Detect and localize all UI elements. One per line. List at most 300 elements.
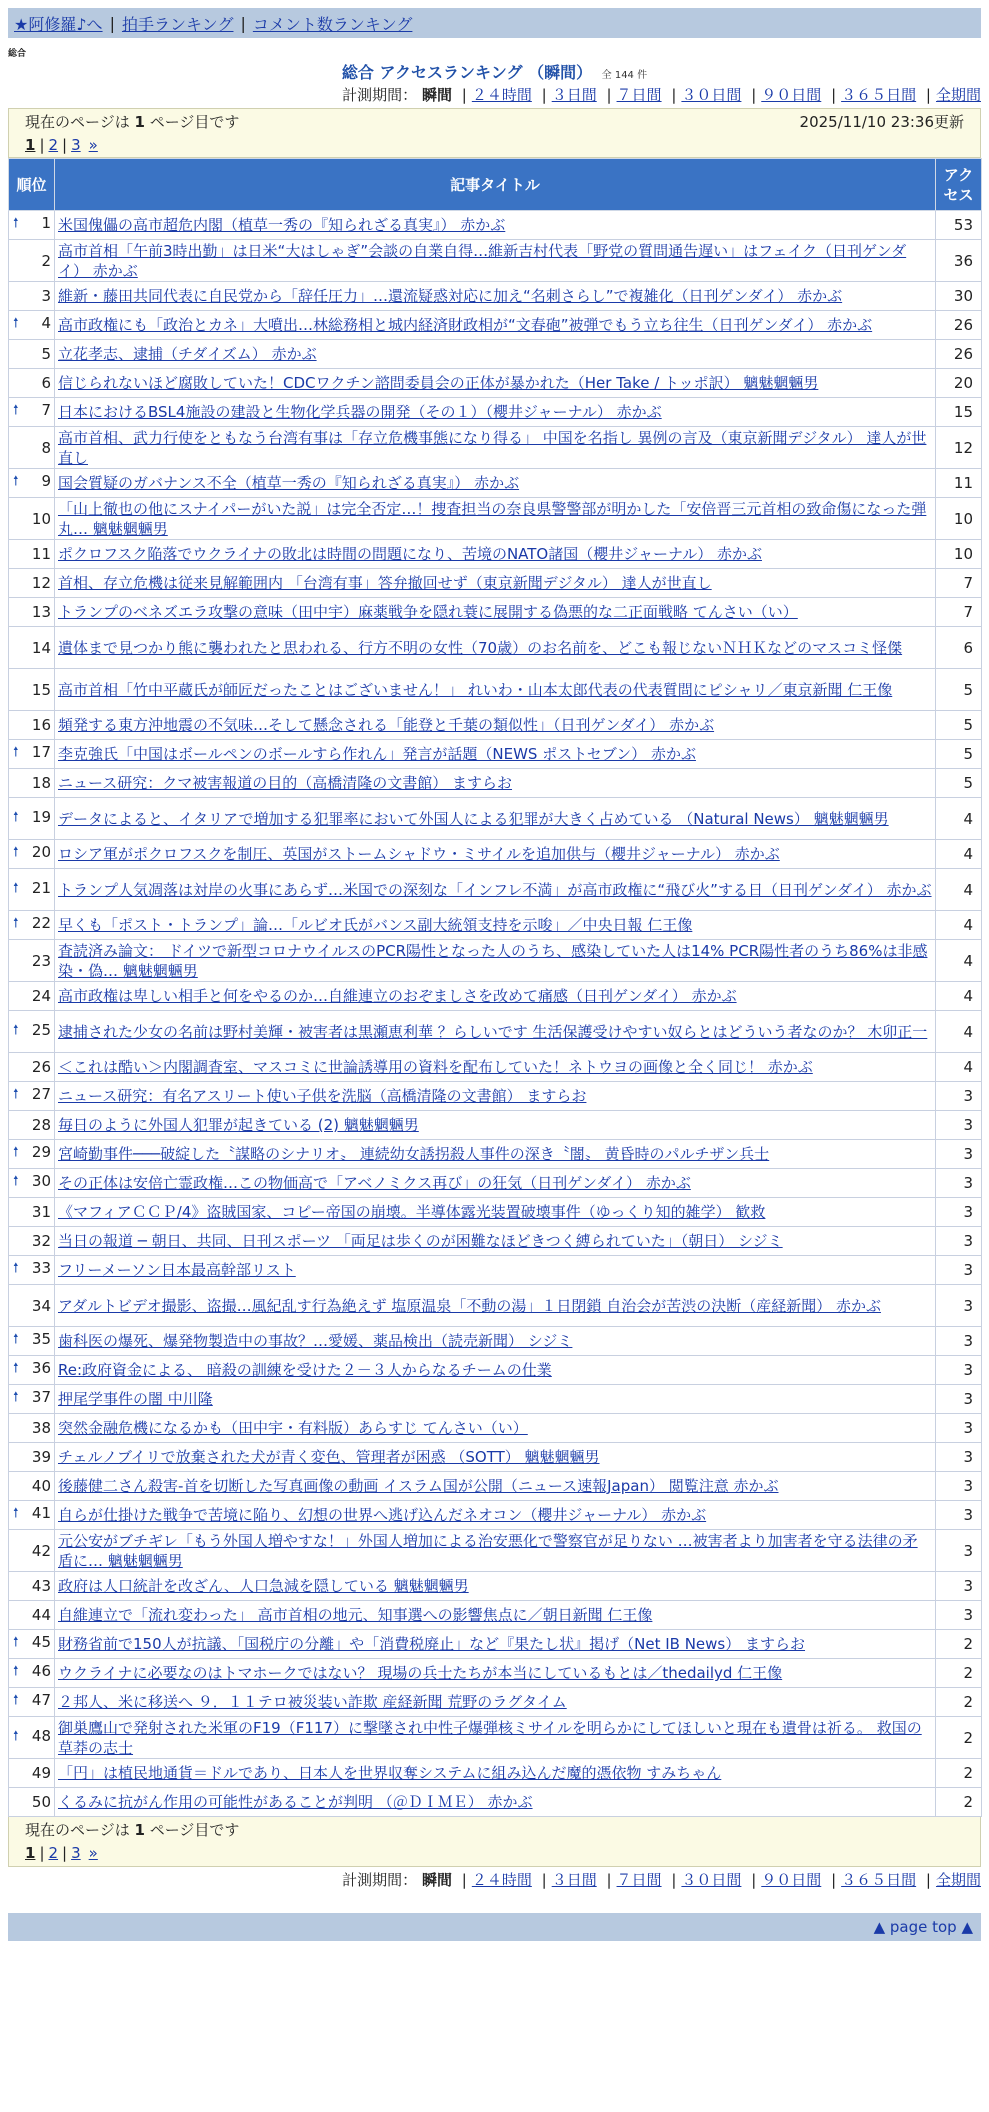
page-link-2-bottom[interactable]: 2 bbox=[48, 1844, 59, 1862]
title-cell bbox=[55, 1011, 936, 1053]
article-title-link[interactable]: その正体は安倍亡霊政権…この物価高で「アベノミクス再び」の狂気（日刊ゲンダイ） 赤かぶ bbox=[58, 1174, 691, 1192]
rank-number: 41 bbox=[31, 1504, 51, 1522]
rank-cell bbox=[9, 311, 55, 340]
period-selector-bottom: 計測期間： 瞬間 | ２４時間 | ３日間 | ７日間 | ３０日間 | ９０日間 | ３６５日間 | 全期間 bbox=[342, 1871, 981, 1889]
table-row bbox=[9, 398, 982, 427]
article-title-link[interactable]: 財務省前で150人が抗議、「国税庁の分離」や「消費税廃止」など『果たし状』掲げ（Net IB News） ますらお bbox=[58, 1635, 806, 1653]
access-count: 3 bbox=[936, 1227, 982, 1256]
table-row bbox=[9, 911, 982, 940]
article-title-link[interactable]: 高市政権にも「政治とカネ」大噴出…林総務相と城内経済財政相が“文春砲”被弾でもう立ち往生（日刊ゲンダイ） 赤かぶ bbox=[58, 316, 873, 334]
article-title-link[interactable]: 自維連立で「流れ変わった」 高市首相の地元、知事選への影響焦点に／朝日新聞 仁王像 bbox=[58, 1606, 653, 1624]
title-cell bbox=[55, 1111, 936, 1140]
period-link-24h[interactable]: ２４時間 bbox=[471, 86, 532, 104]
table-row bbox=[9, 1169, 982, 1198]
rank-up-arrow-icon: 🠕 bbox=[13, 1087, 19, 1102]
title-cell bbox=[55, 627, 936, 669]
title-cell bbox=[55, 498, 936, 540]
period-link-7d[interactable]: ７日間 bbox=[616, 86, 662, 104]
period-link-24h-bottom[interactable]: ２４時間 bbox=[471, 1871, 532, 1889]
title-cell bbox=[55, 398, 936, 427]
rank-number: 37 bbox=[31, 1388, 51, 1406]
article-title-link[interactable]: 高市政権は卑しい相手と何をやるのか…自維連立のおぞましさを改めて痛感（日刊ゲンダイ） 赤かぶ bbox=[58, 987, 737, 1005]
table-row bbox=[9, 1285, 982, 1327]
access-count: 5 bbox=[936, 669, 982, 711]
access-count: 4 bbox=[936, 1053, 982, 1082]
article-title-link[interactable]: データによると、イタリアで増加する犯罪率において外国人による犯罪が大きく占めている （Natural News） 魑魅魍魎男 bbox=[58, 809, 889, 828]
rank-cell bbox=[9, 340, 55, 369]
article-title-link[interactable]: 歯科医の爆死、爆発物製造中の事故？…愛媛、薬品検出（読売新聞） シジミ bbox=[58, 1332, 573, 1350]
rank-up-arrow-icon: 🠕 bbox=[13, 1693, 19, 1708]
access-count: 5 bbox=[936, 769, 982, 798]
period-link-7d-bottom[interactable]: ７日間 bbox=[616, 1871, 662, 1889]
title-cell bbox=[55, 1256, 936, 1285]
rank-cell bbox=[9, 982, 55, 1011]
article-title-link[interactable]: 早くも「ポスト・トランプ」論…「ルビオ氏がバンス副大統領支持を示唆」／中央日報 仁王像 bbox=[58, 916, 693, 934]
access-count: 36 bbox=[936, 240, 982, 282]
title-cell bbox=[55, 369, 936, 398]
article-title-link[interactable]: ニュース研究：クマ被害報道の目的（高橋清隆の文書館） ますらお bbox=[58, 774, 513, 792]
title-cell bbox=[55, 540, 936, 569]
article-title-link[interactable]: 立花孝志、逮捕（チダイズム） 赤かぶ bbox=[58, 345, 317, 363]
rank-cell bbox=[9, 1327, 55, 1356]
article-title-link[interactable]: ＜これは酷い＞内閣調査室、マスコミに世論誘導用の資料を配布していた！ネトウヨの画像と全く同じ！ 赤かぶ bbox=[58, 1058, 813, 1076]
access-count: 3 bbox=[936, 1443, 982, 1472]
article-title-link[interactable]: アダルトビデオ撮影、盗撮…風紀乱す行為絶えず 塩原温泉「不動の湯」１日閉鎖 自治会が苦渋の決断（産経新聞） 赤かぶ bbox=[58, 1296, 881, 1315]
title-cell bbox=[55, 340, 936, 369]
access-count: 10 bbox=[936, 498, 982, 540]
rank-up-arrow-icon: 🠕 bbox=[13, 1635, 19, 1650]
article-title-link[interactable]: 高市首相「竹中平蔵氏が師匠だったことはございません！」 れいわ・山本太郎代表の代表質問にピシャリ／東京新聞 仁王像 bbox=[58, 680, 893, 699]
rank-number: 46 bbox=[31, 1662, 51, 1680]
table-row bbox=[9, 1082, 982, 1111]
access-count: 3 bbox=[936, 1356, 982, 1385]
rank-up-arrow-icon: 🠕 bbox=[13, 916, 19, 931]
article-title-link[interactable]: 《マフィアＣＣＰ/4》盗賊国家、コピー帝国の崩壊。半導体露光装置破壊事件（ゆっくり知的雑学） 歓救 bbox=[58, 1203, 766, 1221]
rank-number: 34 bbox=[31, 1296, 51, 1315]
article-title-link[interactable]: 押尾学事件の闇 中川隆 bbox=[58, 1390, 213, 1408]
period-link-90d[interactable]: ９０日間 bbox=[761, 86, 822, 104]
rank-number: 12 bbox=[31, 574, 51, 592]
title-cell bbox=[55, 1385, 936, 1414]
rank-number: 29 bbox=[31, 1143, 51, 1161]
access-count: 2 bbox=[936, 1688, 982, 1717]
article-title-link[interactable]: チェルノブイリで放棄された犬が青く変色、管理者が困惑 （SOTT） 魑魅魍魎男 bbox=[58, 1448, 600, 1466]
rank-up-arrow-icon: 🠕 bbox=[13, 809, 19, 825]
table-row bbox=[9, 711, 982, 740]
rank-number: 23 bbox=[31, 951, 51, 970]
title-cell bbox=[55, 711, 936, 740]
article-title-link[interactable]: くるみに抗がん作用の可能性があることが判明 （＠ＤＩＭＥ） 赤かぶ bbox=[58, 1793, 533, 1811]
title-cell bbox=[55, 1572, 936, 1601]
rank-number: 3 bbox=[41, 287, 51, 305]
rank-cell bbox=[9, 1414, 55, 1443]
rank-number: 5 bbox=[41, 345, 51, 363]
article-title-link[interactable]: 御巣鷹山で発射された米軍のF19（F117）に撃墜され中性子爆弾核ミサイルを明らかにしてほしいと現在も遺骨は祈る。 救国の草莽の志士 bbox=[58, 1718, 922, 1757]
rank-cell bbox=[9, 1082, 55, 1111]
page-1-current: 1 bbox=[25, 136, 36, 154]
title-cell bbox=[55, 1601, 936, 1630]
rank-cell bbox=[9, 1198, 55, 1227]
article-title-link[interactable]: 毎日のように外国人犯罪が起きている (2) 魑魅魍魎男 bbox=[58, 1116, 419, 1134]
rank-cell bbox=[9, 469, 55, 498]
article-title-link[interactable]: 突然金融危機になるかも（田中宇・有料版）あらすじ てんさい（い） bbox=[58, 1419, 528, 1437]
access-count: 2 bbox=[936, 1759, 982, 1788]
rank-cell bbox=[9, 540, 55, 569]
rank-cell bbox=[9, 940, 55, 982]
period-link-90d-bottom[interactable]: ９０日間 bbox=[761, 1871, 822, 1889]
rank-number: 39 bbox=[31, 1448, 51, 1466]
rank-cell bbox=[9, 1111, 55, 1140]
access-count: 3 bbox=[936, 1285, 982, 1327]
article-title-link[interactable]: ポクロフスク陥落でウクライナの敗北は時間の問題になり、苦境のNATO諸国（櫻井ジャーナル） 赤かぶ bbox=[58, 545, 762, 563]
rank-number: 7 bbox=[41, 401, 51, 419]
table-row bbox=[9, 740, 982, 769]
rank-cell bbox=[9, 1788, 55, 1817]
article-title-link[interactable]: 日本におけるBSL4施設の建設と生物化学兵器の開発（その１）（櫻井ジャーナル） 赤かぶ bbox=[58, 403, 662, 421]
access-count: 2 bbox=[936, 1788, 982, 1817]
title-cell bbox=[55, 1198, 936, 1227]
period-link-3d-bottom[interactable]: ３日間 bbox=[551, 1871, 597, 1889]
rank-number: 44 bbox=[31, 1606, 51, 1624]
access-count: 26 bbox=[936, 311, 982, 340]
header-rank: 順位 bbox=[9, 159, 55, 211]
section-label: 総合 bbox=[8, 49, 27, 59]
article-title-link[interactable]: 信じられないほど腐敗していた！CDCワクチン諮問委員会の正体が暴かれた（Her Take / トッポ訳） 魑魅魍魎男 bbox=[58, 374, 819, 392]
title-cell bbox=[55, 1285, 936, 1327]
title-cell bbox=[55, 1227, 936, 1256]
title-cell bbox=[55, 1169, 936, 1198]
table-row bbox=[9, 1385, 982, 1414]
rank-cell bbox=[9, 398, 55, 427]
access-count: 30 bbox=[936, 282, 982, 311]
article-title-link[interactable]: 自らが仕掛けた戦争で苦境に陥り、幻想の世界へ逃げ込んだネオコン（櫻井ジャーナル） 赤かぶ bbox=[58, 1506, 707, 1524]
article-title-link[interactable]: 「山上徹也の他にスナイパーがいた説」は完全否定…！捜査担当の奈良県警警部が明かした「安倍晋三元首相の致命傷になった弾丸… 魑魅魍魎男 bbox=[58, 499, 927, 538]
table-row bbox=[9, 1327, 982, 1356]
access-count: 10 bbox=[936, 540, 982, 569]
title-cell bbox=[55, 569, 936, 598]
access-count: 4 bbox=[936, 982, 982, 1011]
rank-cell bbox=[9, 240, 55, 282]
rank-cell bbox=[9, 669, 55, 711]
title-cell bbox=[55, 669, 936, 711]
table-row bbox=[9, 211, 982, 240]
access-count: 4 bbox=[936, 840, 982, 869]
article-title-link[interactable]: 維新・藤田共同代表に自民党から「辞任圧力」…還流疑惑対応に加え“名刺さらし”で複雑化（日刊ゲンダイ） 赤かぶ bbox=[58, 287, 843, 305]
rank-number: 11 bbox=[31, 545, 51, 563]
access-count: 3 bbox=[936, 1140, 982, 1169]
title-cell bbox=[55, 1659, 936, 1688]
rank-cell bbox=[9, 840, 55, 869]
rank-up-arrow-icon: 🠕 bbox=[13, 403, 19, 418]
rank-number: 32 bbox=[31, 1232, 51, 1250]
table-row bbox=[9, 311, 982, 340]
rank-cell bbox=[9, 1717, 55, 1759]
nav-link-asyura[interactable]: ★阿修羅♪へ bbox=[14, 14, 103, 34]
access-count: 7 bbox=[936, 598, 982, 627]
period-link-3d[interactable]: ３日間 bbox=[551, 86, 597, 104]
period-link-all[interactable]: 全期間 bbox=[935, 86, 981, 104]
rank-up-arrow-icon: 🠕 bbox=[13, 216, 19, 231]
title-cell bbox=[55, 469, 936, 498]
title-cell bbox=[55, 211, 936, 240]
article-title-link[interactable]: 高市首相「午前3時出勤」は日米“大はしゃぎ”会談の自業自得…維新吉村代表「野党の質問通告遅い」はフェイク（日刊ゲンダイ） 赤かぶ bbox=[58, 241, 907, 280]
access-count: 4 bbox=[936, 798, 982, 840]
table-row bbox=[9, 1053, 982, 1082]
rank-cell bbox=[9, 1385, 55, 1414]
nav-link-comment-ranking[interactable]: コメント数ランキング bbox=[252, 14, 413, 34]
table-row bbox=[9, 1011, 982, 1053]
access-count: 11 bbox=[936, 469, 982, 498]
period-link-30d[interactable]: ３０日間 bbox=[681, 86, 742, 104]
period-link-365d-bottom[interactable]: ３６５日間 bbox=[841, 1871, 917, 1889]
rank-cell bbox=[9, 911, 55, 940]
rank-cell bbox=[9, 498, 55, 540]
access-count: 3 bbox=[936, 1082, 982, 1111]
rank-number: 8 bbox=[41, 438, 51, 457]
article-title-link[interactable]: フリーメーソン日本最高幹部リスト bbox=[58, 1261, 296, 1279]
page-next-link[interactable]: » bbox=[88, 136, 98, 154]
title-cell bbox=[55, 427, 936, 469]
rank-number: 20 bbox=[31, 843, 51, 861]
access-count: 4 bbox=[936, 911, 982, 940]
rank-number: 2 bbox=[41, 251, 51, 270]
rank-cell bbox=[9, 1688, 55, 1717]
table-row bbox=[9, 1572, 982, 1601]
access-count: 3 bbox=[936, 1472, 982, 1501]
page-top-link[interactable]: ▲ page top ▲ bbox=[873, 1918, 973, 1936]
access-count: 2 bbox=[936, 1659, 982, 1688]
table-row bbox=[9, 1443, 982, 1472]
table-row bbox=[9, 340, 982, 369]
header-access: アクセス bbox=[936, 159, 982, 211]
table-row bbox=[9, 769, 982, 798]
title-cell bbox=[55, 940, 936, 982]
table-row bbox=[9, 598, 982, 627]
table-row bbox=[9, 1530, 982, 1572]
title-cell bbox=[55, 1630, 936, 1659]
page-link-3-bottom[interactable]: 3 bbox=[71, 1844, 81, 1862]
title-cell bbox=[55, 1759, 936, 1788]
article-title-link[interactable]: 首相、存立危機は従来見解範囲内 「台湾有事」答弁撤回せず（東京新聞デジタル） 達人が世直し bbox=[58, 574, 712, 592]
rank-cell bbox=[9, 869, 55, 911]
article-title-link[interactable]: Re:政府資金による、 暗殺の訓練を受けた２－３人からなるチームの仕業 bbox=[58, 1361, 552, 1379]
rank-number: 31 bbox=[31, 1203, 51, 1221]
table-row bbox=[9, 282, 982, 311]
title-cell bbox=[55, 869, 936, 911]
article-title-link[interactable]: 国会質疑のガバナンス不全（植草一秀の『知られざる真実』） 赤かぶ bbox=[58, 474, 520, 492]
period-link-365d[interactable]: ３６５日間 bbox=[841, 86, 917, 104]
access-count: 4 bbox=[936, 869, 982, 911]
article-title-link[interactable]: 「円」は植民地通貨＝ドルであり、日本人を世界収奪システムに組み込んだ魔的憑依物 すみちゃん bbox=[58, 1764, 722, 1782]
table-row bbox=[9, 1659, 982, 1688]
table-row bbox=[9, 1198, 982, 1227]
article-title-link[interactable]: ニュース研究：有名アスリート使い子供を洗脳（高橋清隆の文書館） ますらお bbox=[58, 1087, 587, 1105]
table-row bbox=[9, 369, 982, 398]
rank-number: 33 bbox=[31, 1259, 51, 1277]
rank-number: 18 bbox=[31, 774, 51, 792]
rank-up-arrow-icon: 🠕 bbox=[13, 474, 19, 489]
rank-number: 26 bbox=[31, 1058, 51, 1076]
rank-number: 21 bbox=[31, 878, 51, 897]
rank-cell bbox=[9, 1011, 55, 1053]
article-title-link[interactable]: 政府は人口統計を改ざん、人口急減を隠している 魑魅魍魎男 bbox=[58, 1577, 469, 1595]
table-row bbox=[9, 469, 982, 498]
nav-link-applause-ranking[interactable]: 拍手ランキング bbox=[121, 14, 234, 34]
updated-timestamp: 2025/11/10 23:36更新 bbox=[799, 113, 964, 131]
table-row bbox=[9, 1759, 982, 1788]
period-link-all-bottom[interactable]: 全期間 bbox=[935, 1871, 981, 1889]
access-count: 5 bbox=[936, 711, 982, 740]
article-title-link[interactable]: 遺体まで見つかり熊に襲われたと思われる、行方不明の女性（70歳）のお名前を、どこも報じないＮＨＫなどのマスコミ怪傑 bbox=[58, 638, 903, 657]
page-title-wrap bbox=[0, 62, 989, 84]
article-title-link[interactable]: 宮崎勤事件───破綻した〝謀略のシナリオ〟 連続幼女誘拐殺人事件の深き〝闇〟 黄昏時のパルチザン兵士 bbox=[58, 1145, 770, 1163]
rank-cell bbox=[9, 711, 55, 740]
rank-number: 36 bbox=[31, 1359, 51, 1377]
rank-cell bbox=[9, 1572, 55, 1601]
table-row bbox=[9, 1717, 982, 1759]
article-title-link[interactable]: 当日の報道 ─ 朝日、共同、日刊スポーツ 「両足は歩くのが困難なほどきつく縛られていた」（朝日） シジミ bbox=[58, 1232, 783, 1250]
rank-up-arrow-icon: 🠕 bbox=[13, 1664, 19, 1679]
article-title-link[interactable]: ２邦人、米に移送へ ９．１１テロ被災装い詐欺 産経新聞 荒野のラグタイム bbox=[58, 1693, 567, 1711]
header-title: 記事タイトル bbox=[55, 159, 936, 211]
article-title-link[interactable]: 頻発する東方沖地震の不気味…そして懸念される「能登と千葉の類似性」（日刊ゲンダイ） 赤かぶ bbox=[58, 716, 715, 734]
access-count: 3 bbox=[936, 1501, 982, 1530]
article-title-link[interactable]: ロシア軍がポクロフスクを制圧、英国がストームシャドウ・ミサイルを追加供与（櫻井ジャーナル） 赤かぶ bbox=[58, 845, 780, 863]
rank-number: 50 bbox=[31, 1793, 51, 1811]
title-cell bbox=[55, 1472, 936, 1501]
rank-up-arrow-icon: 🠕 bbox=[13, 1728, 19, 1744]
table-row bbox=[9, 1472, 982, 1501]
rank-cell bbox=[9, 569, 55, 598]
page-link-2[interactable]: 2 bbox=[48, 136, 59, 154]
rank-up-arrow-icon: 🠕 bbox=[13, 1174, 19, 1189]
table-row bbox=[9, 1630, 982, 1659]
article-title-link[interactable]: 李克強氏「中国はボールペンのボールすら作れん」発言が話題（NEWS ポストセブン） 赤かぶ bbox=[58, 745, 696, 763]
access-count: 3 bbox=[936, 1530, 982, 1572]
access-count: 3 bbox=[936, 1256, 982, 1285]
table-row bbox=[9, 869, 982, 911]
title-cell bbox=[55, 598, 936, 627]
table-row bbox=[9, 840, 982, 869]
current-page-text-bottom: 現在のページは 1 ページ目です bbox=[25, 1821, 240, 1839]
article-title-link[interactable]: 後藤健二さん殺害-首を切断した写真画像の動画 イスラム国が公開（ニュース速報Japan） 閲覧注意 赤かぶ bbox=[58, 1477, 779, 1495]
rank-cell bbox=[9, 1256, 55, 1285]
rank-number: 15 bbox=[31, 680, 51, 699]
access-count: 6 bbox=[936, 627, 982, 669]
rank-number: 28 bbox=[31, 1116, 51, 1134]
rank-number: 6 bbox=[41, 374, 51, 392]
title-cell bbox=[55, 1443, 936, 1472]
rank-number: 24 bbox=[31, 987, 51, 1005]
rank-number: 10 bbox=[31, 509, 51, 528]
ranking-rows bbox=[9, 211, 982, 1817]
table-row bbox=[9, 798, 982, 840]
rank-cell bbox=[9, 1759, 55, 1788]
article-title-link[interactable]: 高市首相、武力行使をともなう台湾有事は「存立危機事態になり得る」 中国を名指し 異例の言及（東京新聞デジタル） 達人が世直し bbox=[58, 428, 927, 467]
rank-up-arrow-icon: 🠕 bbox=[13, 1332, 19, 1347]
rank-cell bbox=[9, 798, 55, 840]
rank-number: 30 bbox=[31, 1172, 51, 1190]
page-next-link-bottom[interactable]: » bbox=[88, 1844, 98, 1862]
nav-separator: | bbox=[109, 13, 115, 33]
rank-number: 25 bbox=[31, 1020, 51, 1039]
access-count: 15 bbox=[936, 398, 982, 427]
pager-bottom: 現在のページは 1 ページ目です 1 | 2 | 3 » bbox=[8, 1817, 981, 1867]
rank-up-arrow-icon: 🠕 bbox=[13, 1022, 19, 1038]
rank-cell bbox=[9, 598, 55, 627]
rank-up-arrow-icon: 🠕 bbox=[13, 1145, 19, 1160]
title-cell bbox=[55, 1788, 936, 1817]
table-row bbox=[9, 940, 982, 982]
article-title-link[interactable]: 査読済み論文： ドイツで新型コロナウイルスのPCR陽性となった人のうち、感染していた人は14% PCR陽性者のうち86%は非感染・偽… 魑魅魍魎男 bbox=[58, 941, 928, 980]
title-cell bbox=[55, 1414, 936, 1443]
total-count: 全 144 件 bbox=[601, 70, 648, 81]
rank-number: 9 bbox=[41, 472, 51, 490]
page-top-bar bbox=[8, 1913, 981, 1941]
title-cell bbox=[55, 798, 936, 840]
access-count: 3 bbox=[936, 1111, 982, 1140]
rank-cell bbox=[9, 282, 55, 311]
access-count: 7 bbox=[936, 569, 982, 598]
rank-up-arrow-icon: 🠕 bbox=[13, 1361, 19, 1376]
top-nav-bar bbox=[8, 8, 981, 38]
rank-cell bbox=[9, 1501, 55, 1530]
table-row bbox=[9, 540, 982, 569]
article-title-link[interactable]: トランプのベネズエラ攻撃の意味（田中宇）麻薬戦争を隠れ蓑に展開する偽悪的な二正面戦略 てんさい（い） bbox=[58, 603, 798, 621]
page-link-3[interactable]: 3 bbox=[71, 136, 81, 154]
rank-number: 49 bbox=[31, 1764, 51, 1782]
period-current: 瞬間 bbox=[421, 1871, 452, 1889]
access-count: 3 bbox=[936, 1601, 982, 1630]
access-count: 3 bbox=[936, 1414, 982, 1443]
rank-number: 16 bbox=[31, 716, 51, 734]
access-count: 4 bbox=[936, 1011, 982, 1053]
period-link-30d-bottom[interactable]: ３０日間 bbox=[681, 1871, 742, 1889]
rank-number: 4 bbox=[41, 314, 51, 332]
access-count: 20 bbox=[936, 369, 982, 398]
article-title-link[interactable]: トランプ人気凋落は対岸の火事にあらず…米国での深刻な「インフレ不満」が高市政権に“飛び火”する日（日刊ゲンダイ） 赤かぶ bbox=[58, 880, 932, 899]
article-title-link[interactable]: 元公安がブチギレ「もう外国人増やすな！」外国人増加による治安悪化で警察官が足りない …被害者より加害者を守る法律の矛盾に… 魑魅魍魎男 bbox=[58, 1531, 918, 1570]
rank-cell bbox=[9, 1140, 55, 1169]
page-title: 総合 アクセスランキング （瞬間） bbox=[341, 63, 593, 82]
rank-number: 40 bbox=[31, 1477, 51, 1495]
rank-cell bbox=[9, 1227, 55, 1256]
rank-up-arrow-icon: 🠕 bbox=[13, 880, 19, 896]
rank-up-arrow-icon: 🠕 bbox=[13, 1506, 19, 1521]
rank-number: 17 bbox=[31, 743, 51, 761]
title-cell bbox=[55, 982, 936, 1011]
article-title-link[interactable]: 米国傀儡の高市超危内閣（植草一秀の『知られざる真実』） 赤かぶ bbox=[58, 216, 506, 234]
rank-number: 43 bbox=[31, 1577, 51, 1595]
rank-cell bbox=[9, 1356, 55, 1385]
table-row bbox=[9, 569, 982, 598]
title-cell bbox=[55, 240, 936, 282]
rank-cell bbox=[9, 769, 55, 798]
table-row bbox=[9, 627, 982, 669]
nav-separator: | bbox=[240, 13, 246, 33]
table-row bbox=[9, 1140, 982, 1169]
article-title-link[interactable]: 逮捕された少女の名前は野村美輝・被害者は黒瀬恵利華 ？らしいです 生活保護受けやすい奴らとはどういう者なのか？ 木卯正一 bbox=[58, 1022, 928, 1041]
access-count: 26 bbox=[936, 340, 982, 369]
article-title-link[interactable]: ウクライナに必要なのはトマホークではない？ 現場の兵士たちが本当にしているもとは／thedailyd 仁王像 bbox=[58, 1664, 783, 1682]
title-cell bbox=[55, 282, 936, 311]
period-label: 計測期間： bbox=[342, 86, 418, 104]
rank-cell bbox=[9, 1443, 55, 1472]
table-row bbox=[9, 1111, 982, 1140]
title-cell bbox=[55, 1688, 936, 1717]
rank-up-arrow-icon: 🠕 bbox=[13, 1261, 19, 1276]
table-row bbox=[9, 982, 982, 1011]
